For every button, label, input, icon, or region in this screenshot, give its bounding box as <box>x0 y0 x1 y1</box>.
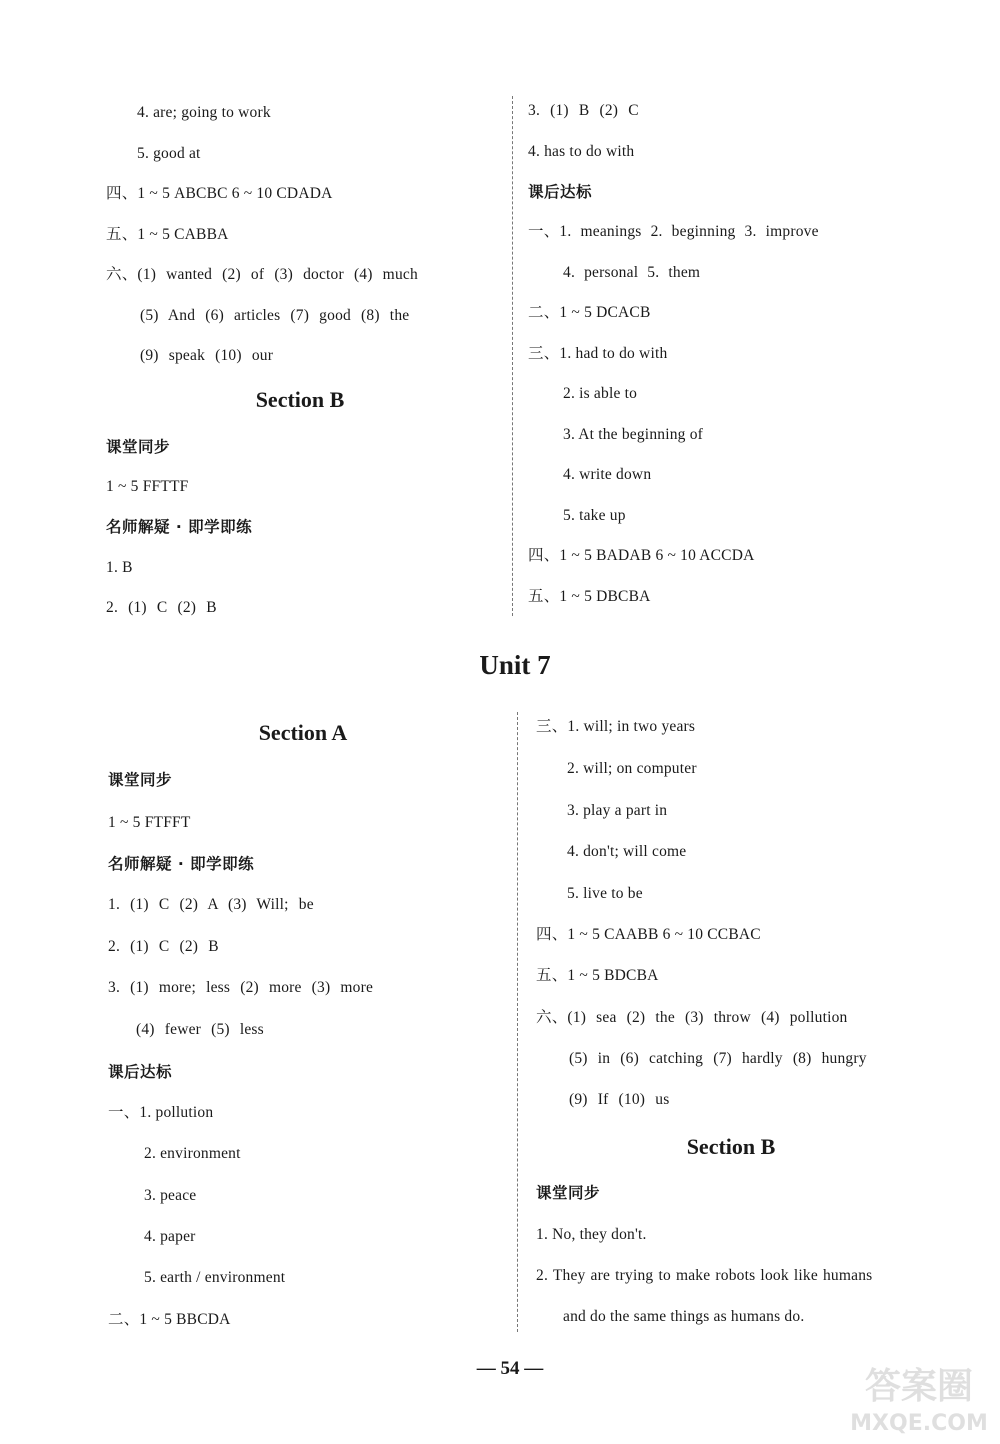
answer-line: 4. personal 5. them <box>563 264 701 281</box>
answer-line: 三、1. had to do with <box>528 345 668 362</box>
answer-line: 2. They are trying to make robots look like humans <box>536 1267 873 1284</box>
column-divider <box>512 96 513 616</box>
watermark-logo <box>844 1354 994 1438</box>
answer-line: 3. peace <box>144 1187 197 1204</box>
answer-line: 二、1 ~ 5 DCACB <box>528 304 651 321</box>
section-a-heading: Section A <box>258 720 348 745</box>
subsection-heading: 课堂同步 <box>106 438 171 456</box>
answer-line: 一、1. meanings 2. beginning 3. improve <box>528 223 819 240</box>
answer-line: 2. is able to <box>563 385 638 402</box>
column-divider <box>517 712 518 1332</box>
unit-title: Unit 7 <box>479 650 551 680</box>
answer-line: 2. (1) C (2) B <box>106 599 217 616</box>
subsection-heading: 名师解疑 · 即学即练 <box>108 855 255 873</box>
answer-line: 1. (1) C (2) A (3) Will; be <box>108 896 314 913</box>
answer-line: 5. take up <box>563 507 626 524</box>
section-b-heading: Section B <box>686 1134 776 1159</box>
answer-line: 六、(1) sea (2) the (3) throw (4) pollution <box>536 1009 848 1026</box>
answer-line: 5. good at <box>137 145 201 162</box>
answer-line: (5) in (6) catching (7) hardly (8) hungry <box>569 1050 867 1067</box>
subsection-heading: 名师解疑 · 即学即练 <box>106 518 253 536</box>
answer-line: 4. paper <box>144 1228 196 1245</box>
answer-line: 三、1. will; in two years <box>536 718 696 735</box>
answer-line: (9) If (10) us <box>569 1091 670 1108</box>
answer-line: 1 ~ 5 FTFFT <box>108 814 191 831</box>
answer-line: 4. has to do with <box>528 143 635 160</box>
answer-line: 5. live to be <box>567 885 643 902</box>
answer-line: 3. At the beginning of <box>563 426 704 443</box>
subsection-heading: 课堂同步 <box>108 771 173 789</box>
watermark-title: 答案圈 <box>864 1366 974 1407</box>
answer-line: 4. are; going to work <box>137 104 271 121</box>
answer-line: 4. write down <box>563 466 652 483</box>
answer-line: 1 ~ 5 FFTTF <box>106 478 189 495</box>
answer-line: (5) And (6) articles (7) good (8) the <box>140 307 410 324</box>
answer-line: 2. environment <box>144 1145 241 1162</box>
answer-line: 5. earth / environment <box>144 1269 286 1286</box>
answer-line: 4. don't; will come <box>567 843 687 860</box>
answer-line: (9) speak (10) our <box>140 347 274 364</box>
answer-line: 五、1 ~ 5 BDCBA <box>536 967 659 984</box>
answer-line: 六、(1) wanted (2) of (3) doctor (4) much <box>106 266 418 283</box>
answer-line: 1. B <box>106 559 133 576</box>
section-b-heading: Section B <box>255 387 345 412</box>
answer-line: 1. No, they don't. <box>536 1226 647 1243</box>
answer-line: 一、1. pollution <box>108 1104 214 1121</box>
watermark-url: MXQE.COM <box>850 1411 988 1436</box>
page-number: — 54 — <box>476 1358 544 1379</box>
answer-line: 五、1 ~ 5 CABBA <box>106 226 229 243</box>
answer-line: 2. will; on computer <box>567 760 697 777</box>
subsection-heading: 课后达标 <box>108 1063 173 1081</box>
answer-line: 3. (1) more; less (2) more (3) more <box>108 979 374 996</box>
answer-line: 四、1 ~ 5 CAABB 6 ~ 10 CCBAC <box>536 926 761 943</box>
answer-line: 3. play a part in <box>567 802 668 819</box>
answer-line: 四、1 ~ 5 ABCBC 6 ~ 10 CDADA <box>106 185 333 202</box>
subsection-heading: 课堂同步 <box>536 1184 601 1202</box>
answer-line: 二、1 ~ 5 BBCDA <box>108 1311 231 1328</box>
answer-line: 四、1 ~ 5 BADAB 6 ~ 10 ACCDA <box>528 547 755 564</box>
answer-line: and do the same things as humans do. <box>563 1308 805 1325</box>
answer-line: (4) fewer (5) less <box>136 1021 264 1038</box>
answer-line: 2. (1) C (2) B <box>108 938 219 955</box>
answer-line: 3. (1) B (2) C <box>528 102 639 119</box>
answer-line: 五、1 ~ 5 DBCBA <box>528 588 651 605</box>
subsection-heading: 课后达标 <box>528 183 593 201</box>
